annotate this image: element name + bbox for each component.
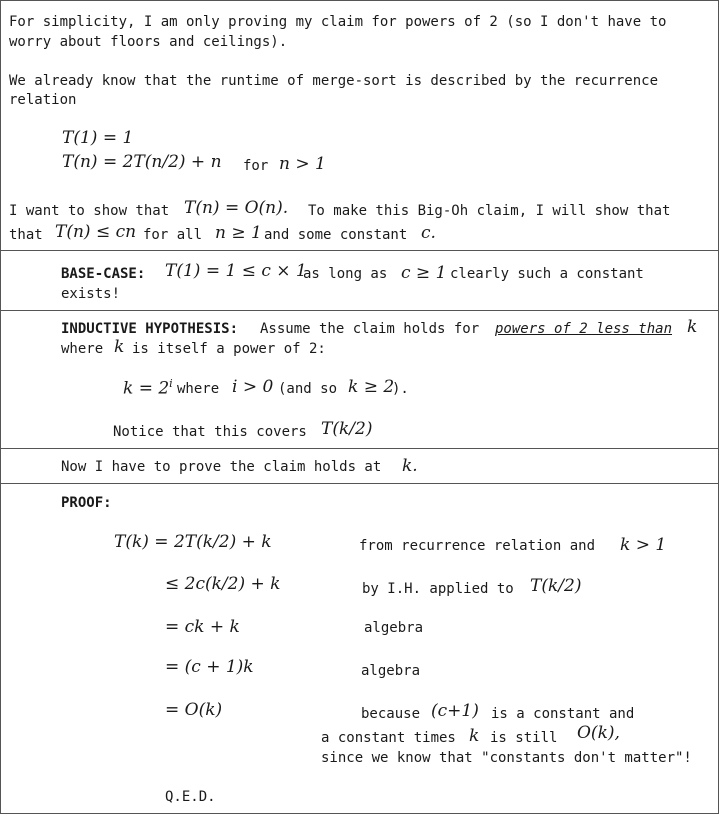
ih-notice-math: T(k/2) [321, 419, 373, 439]
that-text-b: for all [143, 227, 203, 243]
base-case-math-2: c ≥ 1 [401, 263, 447, 283]
want-text-b: To make this Big-Oh claim, I will show that [308, 203, 671, 219]
proof-step-5-note-b: is a constant and [491, 706, 635, 722]
ih-k: k [687, 317, 698, 337]
that-text-c: and some constant [264, 227, 408, 243]
ih-and-so: (and so [278, 381, 338, 397]
intro-line-4: relation [9, 92, 77, 108]
proof-step-2-note: by I.H. applied to [362, 581, 514, 597]
proof-step-5-math: = O(k) [165, 700, 223, 720]
recurrence-cond: n > 1 [279, 154, 326, 174]
ih-text-a: Assume the claim holds for [260, 321, 480, 337]
proof-label: PROOF: [61, 495, 112, 511]
recurrence-base-eq: T(1) = 1 [62, 128, 134, 148]
ih-eq-cond: i > 0 [232, 377, 274, 397]
now-text: Now I have to prove the claim holds at [61, 459, 382, 475]
ih-close: ). [392, 381, 409, 397]
base-case-text-a: as long as [303, 266, 388, 282]
proof-step-3-note: algebra [364, 620, 424, 636]
that-math-3: c. [421, 223, 436, 243]
ih-underlined: powers of 2 less than [495, 321, 673, 337]
recurrence-for: for [243, 158, 269, 174]
divider-ih [1, 310, 718, 311]
proof-step-5-note: because [361, 706, 421, 722]
want-text-a: I want to show that [9, 203, 170, 219]
ih-notice: Notice that this covers [113, 424, 307, 440]
intro-line-3: We already know that the runtime of merge-sort is described by the recurrence [9, 73, 659, 89]
proof-step-4-note: algebra [361, 663, 421, 679]
divider-base [1, 250, 718, 251]
proof-step-4-math: = (c + 1)k [165, 657, 254, 677]
ih-text-c: is itself a power of 2: [132, 341, 326, 357]
want-math: T(n) = O(n). [184, 198, 289, 218]
proof-step-2-math: ≤ 2c(k/2) + k [165, 574, 281, 594]
proof-step-1-math: T(k) = 2T(k/2) + k [114, 532, 272, 552]
proof-cont-1-math: O(k), [577, 723, 620, 743]
base-case-label: BASE-CASE: [61, 266, 146, 282]
base-case-text-b: clearly such a constant [450, 266, 644, 282]
proof-step-2-note-math: T(k/2) [530, 576, 582, 596]
divider-proof [1, 483, 718, 484]
that-math: T(n) ≤ cn [55, 222, 137, 242]
divider-now [1, 448, 718, 449]
proof-step-1-note-math: k > 1 [620, 535, 667, 555]
intro-line-1: For simplicity, I am only proving my claim for powers of 2 (so I don't have to [9, 14, 667, 30]
proof-step-5-note-math: (c+1) [431, 701, 479, 721]
ih-eq-cond-2: k ≥ 2 [348, 377, 395, 397]
ih-k-2: k [114, 337, 125, 357]
ih-eq-where: where [177, 381, 220, 397]
proof-step-1-note: from recurrence relation and [359, 538, 596, 554]
base-case-math: T(1) = 1 ≤ c × 1 [165, 261, 307, 281]
proof-cont-1-k: k [469, 726, 480, 746]
that-text-a: that [9, 227, 43, 243]
ih-label: INDUCTIVE HYPOTHESIS: [61, 321, 239, 337]
qed: Q.E.D. [165, 789, 216, 805]
intro-line-2: worry about floors and ceilings). [9, 34, 288, 50]
base-case-line-2: exists! [61, 286, 121, 302]
proof-step-3-math: = ck + k [165, 617, 240, 637]
proof-cont-1b: is still [490, 730, 558, 746]
that-math-2: n ≥ 1 [215, 223, 262, 243]
recurrence-eq: T(n) = 2T(n/2) + n [62, 152, 222, 172]
proof-cont-2: since we know that "constants don't matter"! [321, 750, 692, 766]
ih-where: where [61, 341, 104, 357]
proof-cont-1a: a constant times [321, 730, 456, 746]
now-k: k. [402, 456, 418, 476]
ih-eq: $k = 2^i$ [123, 377, 173, 399]
